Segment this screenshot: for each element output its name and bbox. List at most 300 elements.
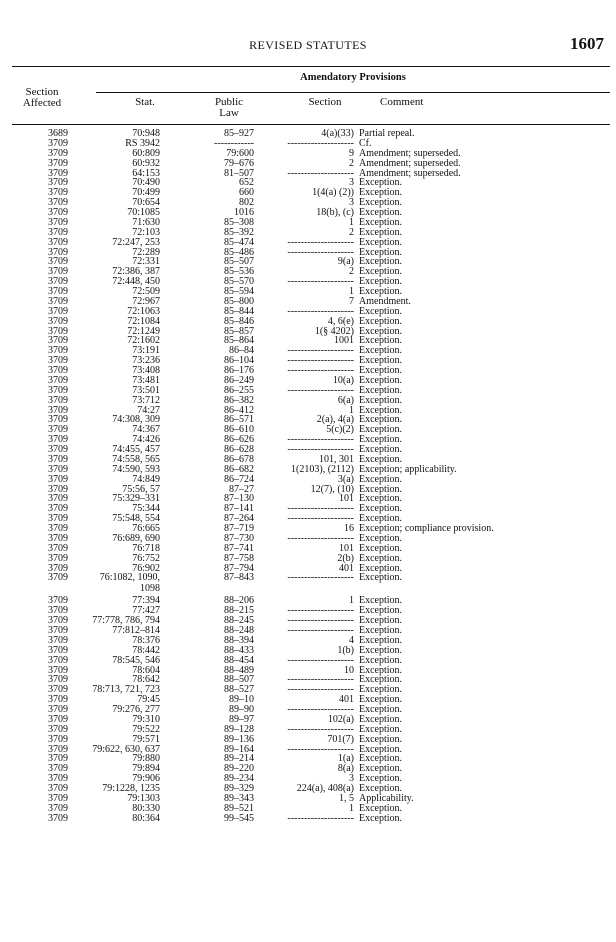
cell-section-affected: 3709 [48,542,68,554]
cell-stat-line: 71:630 [132,216,160,228]
table-row [0,445,616,455]
cell-section: -------------------- [287,434,354,446]
table-row [0,327,616,337]
cell-section-affected: 3709 [48,404,68,416]
table-row [0,218,616,228]
cell-stat-line: 76:689, 690 [112,532,160,544]
cell-comment: Exception. [359,404,403,416]
cell-section-affected: 3689 [48,128,68,139]
table-row [0,514,616,524]
cell-comment: Exception. [359,625,403,636]
cell-comment: Exception. [359,345,403,357]
cell-section: 1(a) [337,753,354,765]
cell-comment: Exception. [359,434,403,446]
cell-section-affected: 3709 [48,216,68,228]
cell-public-law: 85–507 [224,256,254,268]
cell-section-affected: 3709 [48,503,68,515]
cell-section-affected: 3709 [48,434,68,446]
table-row [0,764,616,774]
cell-section-affected: 3709 [48,295,68,307]
cell-section: 10(a) [332,374,354,386]
cell-comment: Exception. [359,177,403,189]
cell-section: -------------------- [287,276,354,288]
cell-public-law: 86–104 [224,355,254,367]
cell-public-law: 87–758 [224,552,254,564]
cell-section: -------------------- [287,674,354,686]
cell-section: -------------------- [287,654,354,666]
cell-comment: Exception. [359,493,403,505]
cell-stat-line: 70:1085 [127,207,160,218]
cell-public-law: 88–433 [224,644,254,656]
cell-stat-line: 72:967 [132,295,160,307]
cell-public-law: 99–545 [224,812,254,824]
cell-section-affected: 3709 [48,384,68,396]
cell-stat-line: 75:548, 554 [112,513,160,525]
cell-comment: Exception. [359,704,403,715]
table-body [0,129,616,824]
cell-section: 1(2103), (2112) [291,463,354,475]
cell-stat-line: 72:289 [132,246,160,258]
table-row [0,139,616,149]
cell-comment: Exception. [359,773,403,785]
cell-public-law: 87–264 [224,513,254,525]
cell-public-law: 85–927 [224,128,254,139]
table-row [0,198,616,208]
cell-section-affected: 3709 [48,286,68,297]
cell-stat-line: 73:481 [132,374,160,386]
cell-public-law: 81–507 [224,167,254,179]
cell-comment: Exception. [359,473,403,485]
cell-public-law: 87–27 [229,483,254,495]
table-row [0,386,616,396]
cell-stat-line: 78:642 [132,674,160,686]
cell-stat-line: 80:364 [132,812,160,824]
cell-section-affected: 3709 [48,315,68,327]
cell-section-affected: 3709 [48,236,68,248]
cell-section-affected: 3709 [48,684,68,696]
cell-public-law: 86–628 [224,444,254,455]
cell-public-law: 88–248 [224,625,254,636]
cell-stat-line: 79:906 [132,773,160,785]
table-row [0,396,616,406]
cell-section-affected: 3709 [48,246,68,258]
cell-stat-line: 70:490 [132,177,160,189]
cell-comment: Exception. [359,276,403,288]
cell-section-affected: 3709 [48,394,68,406]
cell-comment: Exception. [359,595,403,607]
cell-comment: Exception. [359,763,403,775]
cell-section-affected: 3709 [48,345,68,357]
cell-section-affected: 3709 [48,644,68,656]
cell-public-law: 652 [239,177,254,189]
cell-public-law: 85–474 [224,236,254,248]
table-row [0,705,616,715]
cell-section-affected: 3709 [48,305,68,317]
cell-section-affected: 3709 [48,365,68,376]
cell-comment: Exception. [359,483,403,495]
cell-section-affected: 3709 [48,355,68,367]
cell-section: 10 [344,664,354,676]
cell-public-law: 89–97 [229,713,254,725]
table-row [0,317,616,327]
cell-public-law: 86–626 [224,434,254,446]
cell-stat-line: 76:752 [132,552,160,564]
cell-section-affected: 3709 [48,605,68,617]
cell-public-law: 89–90 [229,704,254,715]
cell-comment: Exception. [359,256,403,268]
cell-stat-line: 79:880 [132,753,160,765]
cell-section: -------------------- [287,513,354,525]
cell-section: 2 [349,157,354,169]
table-row [0,169,616,179]
cell-comment: Exception. [359,444,403,455]
cell-comment: Exception. [359,802,403,814]
cell-public-law: 802 [239,197,254,209]
cell-section: -------------------- [287,137,354,149]
cell-public-law: 88–215 [224,605,254,617]
table-row [0,248,616,258]
cell-public-law: 85–800 [224,295,254,307]
cell-stat-line: 79:571 [132,733,160,745]
cell-section: 3 [349,773,354,785]
cell-comment: Exception. [359,216,403,228]
table-row [0,366,616,376]
cell-comment: Exception. [359,605,403,617]
cell-public-law: 85–392 [224,226,254,238]
cell-public-law: 89–220 [224,763,254,775]
cell-comment: Exception. [359,552,403,564]
cell-stat-line: 73:191 [132,345,160,357]
cell-stat-line: 70:654 [132,197,160,209]
cell-section: 2 [349,226,354,238]
cell-stat-line: 74:455, 457 [112,444,160,455]
cell-section: 8(a) [337,763,354,775]
group-heading-rule [96,92,610,93]
cell-comment: Exception. [359,394,403,406]
cell-comment: Exception. [359,374,403,386]
table-row [0,485,616,495]
cell-stat-line: 72:509 [132,286,160,297]
cell-section: -------------------- [287,365,354,376]
cell-section: 18(b), (c) [316,207,354,218]
cell-stat-line: 75:56, 57 [122,483,160,495]
cell-comment: Exception. [359,532,403,544]
cell-section: 2(b) [337,552,354,564]
cell-section: 3(a) [337,473,354,485]
cell-section-affected: 3709 [48,207,68,218]
cell-section: -------------------- [287,305,354,317]
cell-comment: Exception. [359,753,403,765]
cell-public-law: 85–570 [224,276,254,288]
cell-section-affected: 3709 [48,562,68,574]
cell-public-law: 87–741 [224,542,254,554]
cell-comment: Exception. [359,723,403,735]
cell-public-law: 660 [239,187,254,199]
cell-stat-line: 72:247, 253 [112,236,160,248]
table-row [0,794,616,804]
cell-comment: Amendment. [359,295,411,307]
table-row [0,784,616,794]
cell-section: 1(4(a) (2)) [312,187,354,199]
cell-public-law: 87–730 [224,532,254,544]
cell-public-law: 89–10 [229,694,254,706]
cell-section-affected: 3709 [48,463,68,475]
cell-stat-line: 73:712 [132,394,160,406]
cell-comment: Exception. [359,654,403,666]
cell-comment: Exception. [359,644,403,656]
cell-section: 9(a) [337,256,354,268]
cell-section: -------------------- [287,532,354,544]
cell-section-affected: 3709 [48,552,68,564]
cell-stat-line: 79:894 [132,763,160,775]
cell-comment: Exception. [359,187,403,199]
cell-stat-line: 72:331 [132,256,160,268]
cell-public-law: 89–343 [224,792,254,804]
column-header-public-law-line1: Public [214,96,244,108]
cell-public-law: 88–245 [224,615,254,627]
cell-stat-line: 76:1082, 1090, [99,572,160,584]
cell-comment: Exception. [359,236,403,248]
table-row [0,257,616,267]
cell-section-affected: 3709 [48,147,68,159]
cell-stat-line: 75:329–331 [112,493,160,505]
cell-public-law: 85–844 [224,305,254,317]
cell-stat-line: 79:45 [137,694,160,706]
cell-section: 1(b) [337,644,354,656]
cell-comment: Exception. [359,783,403,794]
column-header-public-law-line2: Law [219,107,239,119]
cell-public-law: 85–308 [224,216,254,228]
cell-public-law: 87–843 [224,572,254,584]
table-row [0,626,616,636]
cell-public-law: 85–536 [224,266,254,278]
cell-section: -------------------- [287,384,354,396]
cell-stat-line: 73:236 [132,355,160,367]
cell-section-affected: 3709 [48,694,68,706]
table-row [0,544,616,554]
cell-section: 1, 5 [339,792,354,804]
cell-stat-line: 73:501 [132,384,160,396]
cell-comment: Exception. [359,305,403,317]
cell-stat-line: 74:27 [137,404,160,416]
cell-section-affected: 3709 [48,792,68,804]
table-row [0,475,616,485]
cell-section-affected: 3709 [48,187,68,199]
cell-stat-line: 74:308, 309 [112,414,160,426]
cell-section-affected: 3709 [48,595,68,607]
cell-stat [60,573,160,594]
cell-comment: Exception; applicability. [359,463,457,475]
cell-section: 1 [349,286,354,297]
cell-section-affected: 3709 [48,674,68,686]
cell-section-affected: 3709 [48,226,68,238]
cell-section-affected: 3709 [48,256,68,268]
cell-comment: Exception. [359,674,403,686]
cell-section-affected: 3709 [48,802,68,814]
cell-stat-line: 74:590, 593 [112,463,160,475]
column-header-stat: Stat. [135,96,155,108]
cell-section-affected: 3709 [48,625,68,636]
cell-section: -------------------- [287,684,354,696]
cell-section-affected: 3709 [48,325,68,337]
cell-stat-line: 74:426 [132,434,160,446]
cell-comment: Exception. [359,812,403,824]
cell-comment: Exception. [359,743,403,755]
cell-stat-line: 75:344 [132,503,160,515]
cell-stat-line: 72:1249 [127,325,160,337]
cell-stat-line: 76:902 [132,562,160,574]
cell-stat-line: 73:408 [132,365,160,376]
table-row [0,406,616,416]
cell-section: 4 [349,634,354,646]
cell-comment: Amendment; superseded. [359,157,461,169]
cell-comment: Exception. [359,384,403,396]
cell-section: 16 [344,523,354,534]
cell-section: -------------------- [287,743,354,755]
cell-comment: Exception. [359,325,403,337]
cell-stat-line: 80:330 [132,802,160,814]
cell-stat-line: 78:604 [132,664,160,676]
cell-section: 1 [349,404,354,416]
cell-comment: Exception. [359,684,403,696]
cell-stat-line: 79:310 [132,713,160,725]
cell-comment: Exception. [359,226,403,238]
cell-comment: Exception. [359,513,403,525]
table-row [0,149,616,159]
cell-stat [60,814,160,824]
cell-section-affected: 3709 [48,513,68,525]
cell-section: 101 [339,542,354,554]
table-row [0,554,616,564]
cell-section: 101, 301 [319,453,354,465]
table-row [0,745,616,755]
cell-public-law: 1016 [234,207,254,218]
table-row [0,287,616,297]
cell-section-affected: 3709 [48,197,68,209]
cell-comment: Exception. [359,542,403,554]
cell-section: 401 [339,694,354,706]
cell-comment: Exception. [359,572,403,584]
cell-stat-line: 76:665 [132,523,160,534]
cell-stat-line: 60:809 [132,147,160,159]
running-head-title: REVISED STATUTES [249,38,367,52]
cell-stat-line: 72:386, 387 [112,266,160,278]
table-row [0,814,616,824]
cell-comment: Exception. [359,424,403,436]
cell-stat-line: 79:1303 [127,792,160,804]
cell-stat-line: 77:394 [132,595,160,607]
cell-public-law: 79:600 [226,147,254,159]
cell-section-affected: 3709 [48,572,68,584]
cell-public-law: 89–234 [224,773,254,785]
cell-stat-line: 77:812–814 [112,625,160,636]
cell-section-affected: 3709 [48,266,68,278]
table-row [0,307,616,317]
cell-stat-line: 76:718 [132,542,160,554]
cell-section-affected: 3709 [48,493,68,505]
table-row [0,636,616,646]
cell-section: 1(§ 4202) [314,325,354,337]
cell-section-affected: 3709 [48,157,68,169]
cell-stat-line: 72:448, 450 [112,276,160,288]
cell-section: 1 [349,802,354,814]
cell-comment: Exception; compliance provision. [359,523,494,534]
table-row [0,725,616,735]
cell-section-affected: 3709 [48,523,68,534]
cell-section: -------------------- [287,246,354,258]
cell-section-affected: 3709 [48,812,68,824]
cell-section: -------------------- [287,625,354,636]
cell-public-law: 86–610 [224,424,254,436]
cell-stat-line: 77:427 [132,605,160,617]
cell-section-affected: 3709 [48,733,68,745]
cell-section: -------------------- [287,605,354,617]
cell-section-affected: 3709 [48,743,68,755]
cell-section: 1 [349,216,354,228]
cell-comment: Exception. [359,694,403,706]
column-header-section-affected [12,87,72,109]
cell-public-law: 85–486 [224,246,254,258]
cell-stat-line: 78:376 [132,634,160,646]
cell-stat-line: 74:558, 565 [112,453,160,465]
cell-comment: Exception. [359,246,403,258]
cell-section-affected: 3709 [48,773,68,785]
cell-section: -------------------- [287,355,354,367]
cell-stat-line: 78:442 [132,644,160,656]
cell-section: 101 [339,493,354,505]
cell-section-affected: 3709 [48,167,68,179]
cell-section-affected: 3709 [48,177,68,189]
cell-stat-line: 72:1063 [127,305,160,317]
cell-section-affected: 3709 [48,137,68,149]
cell-public-law: 89–128 [224,723,254,735]
cell-public-law: 85–594 [224,286,254,297]
cell-public-law: 86–84 [229,345,254,357]
cell-comment: Exception. [359,355,403,367]
cell-stat-line: 79:1228, 1235 [102,783,160,794]
table-row [0,656,616,666]
column-header-section-affected-line2: Affected [22,97,62,109]
cell-section: 2(a), 4(a) [316,414,354,426]
cell-section: 1001 [334,335,354,347]
cell-public-law: 88–507 [224,674,254,686]
table-row [0,465,616,475]
cell-public-law: 86–412 [224,404,254,416]
cell-comment: Exception. [359,335,403,347]
cell-stat-line: 72:103 [132,226,160,238]
cell-section-affected: 3709 [48,615,68,627]
cell-section-affected: 3709 [48,483,68,495]
table-row [0,188,616,198]
page-number: 1607 [570,34,604,53]
cell-public-law: 87–141 [224,503,254,515]
cell-section-affected: 3709 [48,276,68,288]
cell-section-affected: 3709 [48,335,68,347]
cell-section: 4, 6(e) [327,315,354,327]
cell-public-law: 85–864 [224,335,254,347]
cell-public-law: 86–249 [224,374,254,386]
cell-section: -------------------- [287,812,354,824]
cell-section: 102(a) [327,713,354,725]
cell-section: -------------------- [287,236,354,248]
cell-comment: Exception. [359,615,403,627]
cell-public-law: 88–527 [224,684,254,696]
cell-section: -------------------- [287,167,354,179]
cell-stat-line: 78:545, 546 [112,654,160,666]
table-top-rule [12,66,610,67]
cell-public-law: 85–857 [224,325,254,337]
cell-public-law: 87–719 [224,523,254,534]
